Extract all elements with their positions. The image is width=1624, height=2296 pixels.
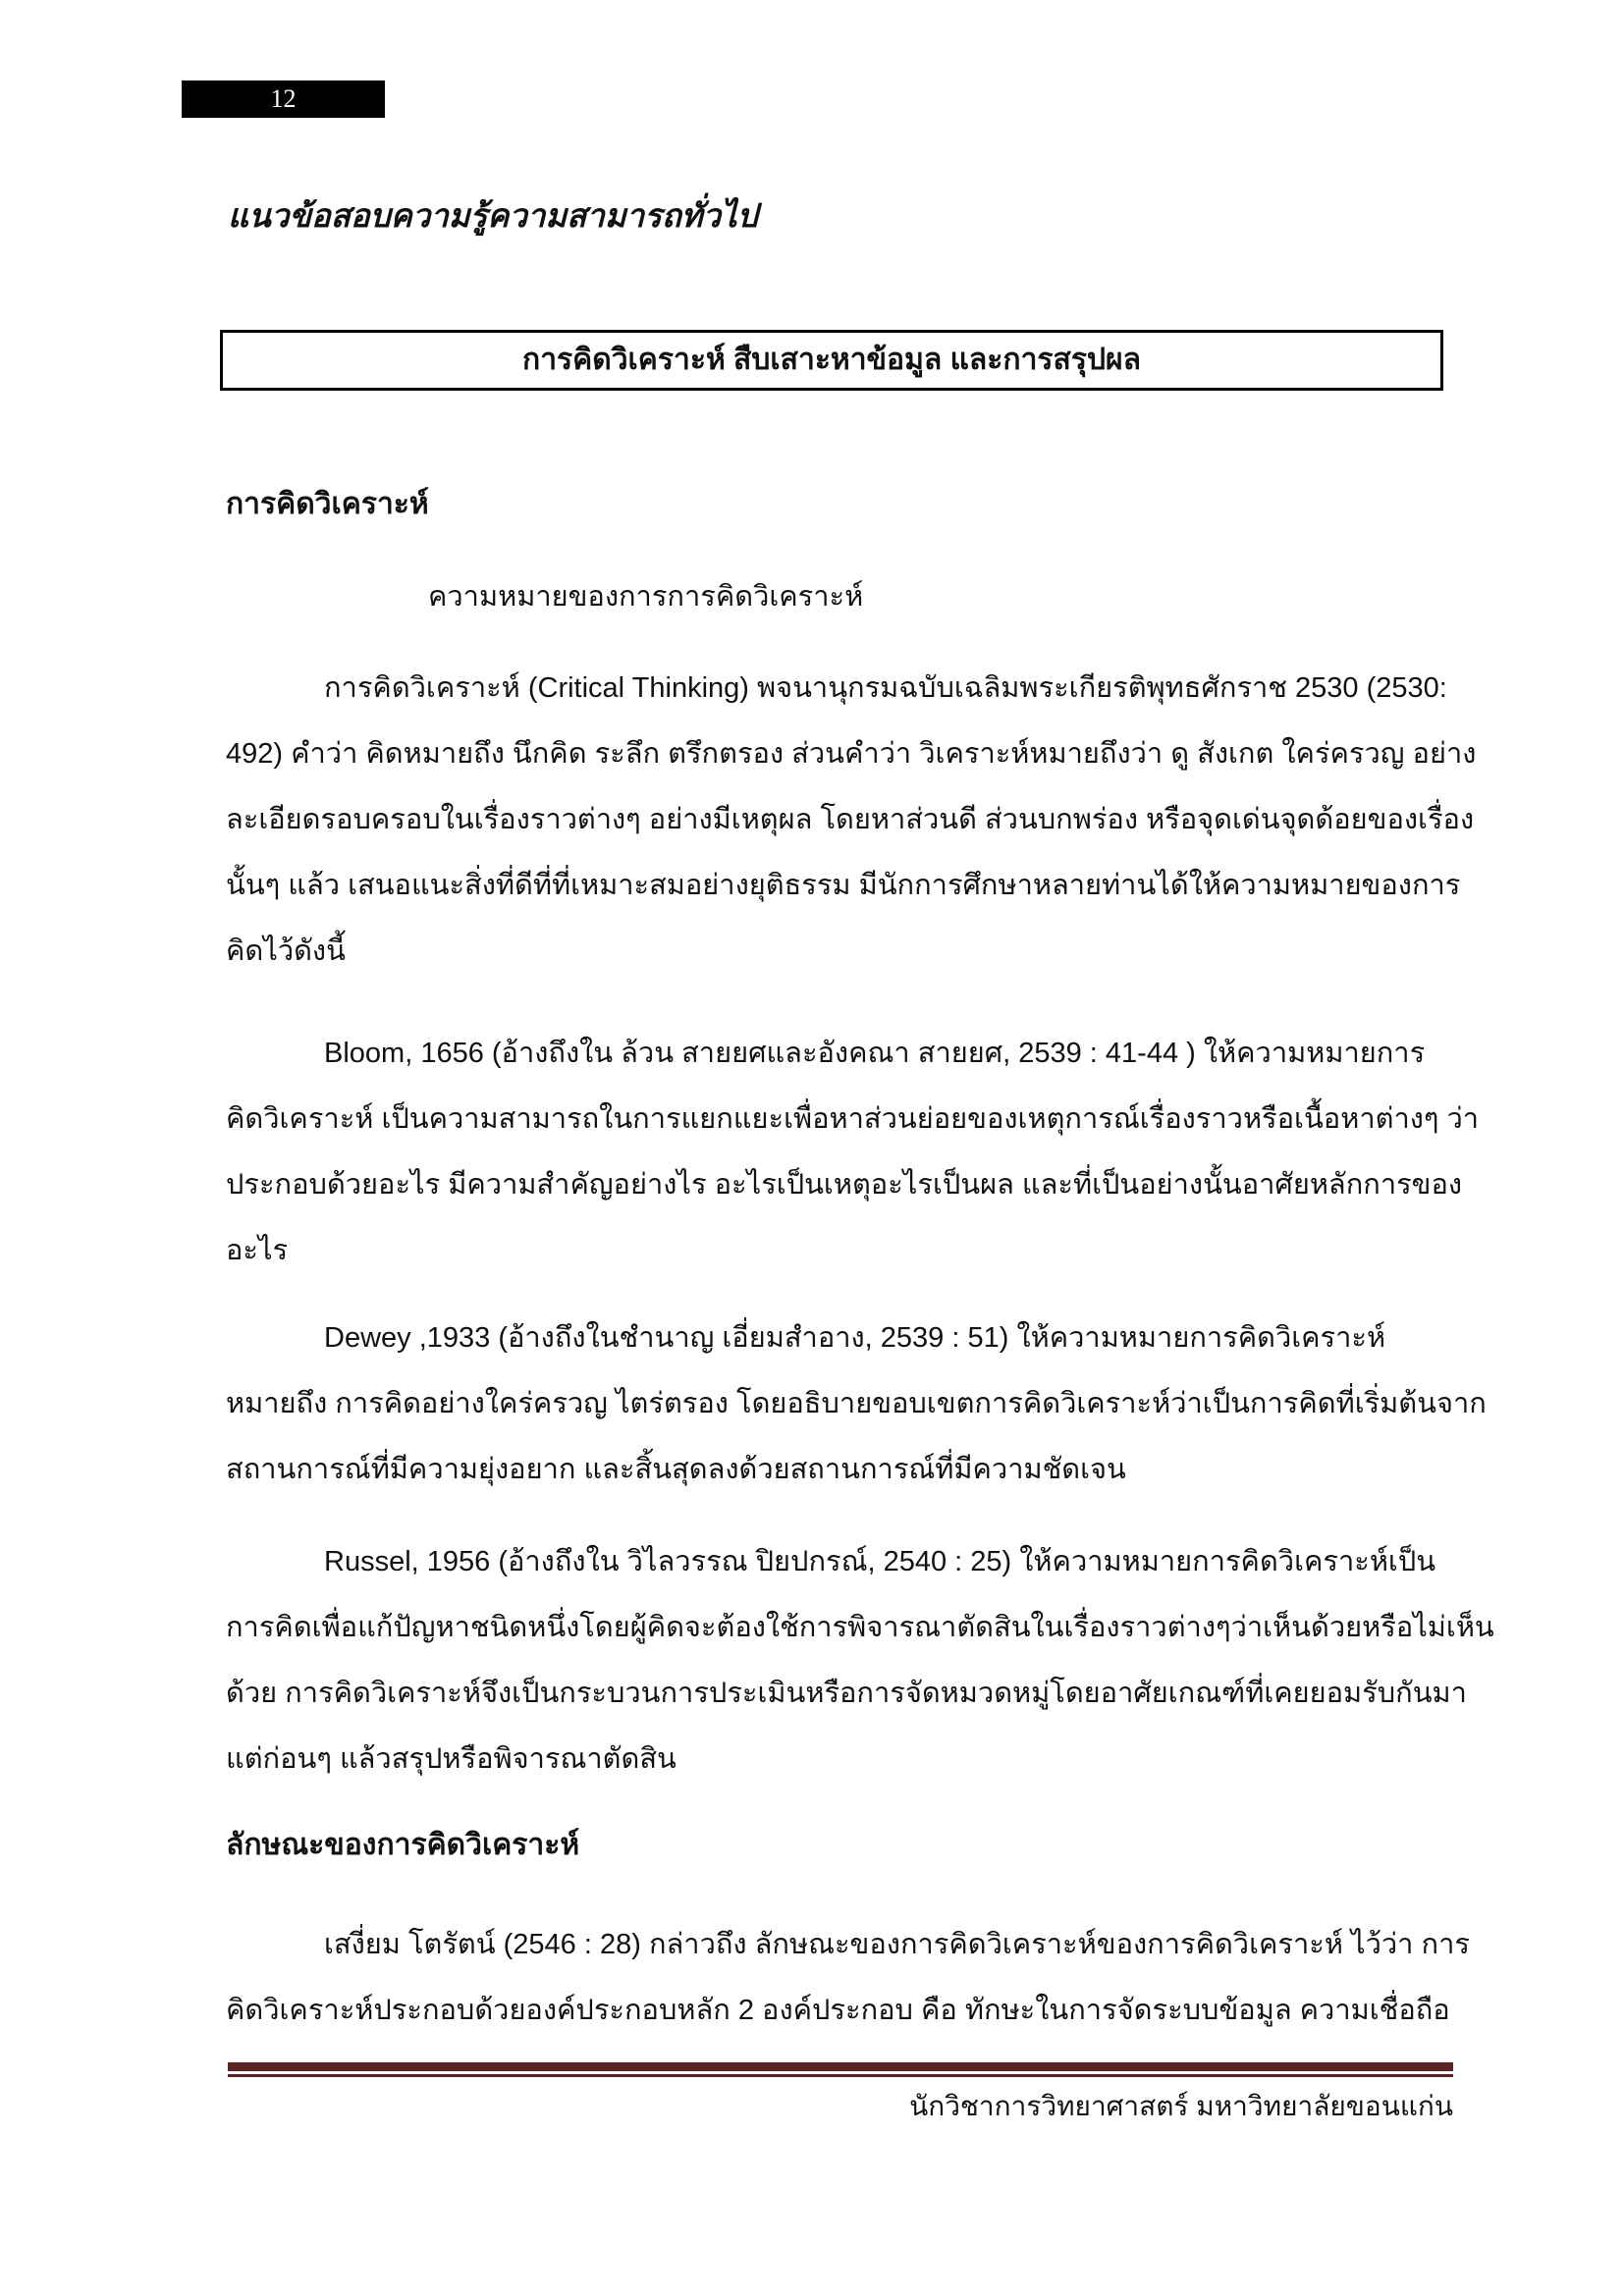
page-number-badge: 12 bbox=[182, 80, 385, 118]
text-line: คิดวิเคราะห์ เป็นความสามารถในการแยกแยะเพื่อหาส่วนย่อยของเหตุการณ์เรื่องราวหรือเนื้อหาต่างๆ ว่า bbox=[226, 1103, 1480, 1135]
paragraph-dewey bbox=[226, 1306, 1487, 1503]
text-line: การคิดเพื่อแก้ปัญหาชนิดหนึ่งโดยผู้คิดจะต้องใช้การพิจารณาตัดสินในเรื่องราวต่างๆว่าเห็นด้วยหรือไม่เห็น bbox=[226, 1612, 1494, 1643]
text-line: สถานการณ์ที่มีความยุ่งอยาก และสิ้นสุดลงด้วยสถานการณ์ที่มีความชัดเจน bbox=[226, 1454, 1126, 1485]
heading-characteristics: ลักษณะของการคิดวิเคราะห์ bbox=[226, 1829, 580, 1861]
text-line: หมายถึง การคิดอย่างใคร่ครวญ ไตร่ตรอง โดยอธิบายขอบเขตการคิดวิเคราะห์ว่าเป็นการคิดที่เริ่มต้นจาก bbox=[226, 1388, 1487, 1419]
paragraph-russel bbox=[226, 1529, 1494, 1792]
text-line: Bloom, 1656 (อ้างถึงใน ล้วน สายยศและอังคณา สายยศ, 2539 : 41-44 ) ให้ความหมายการ bbox=[324, 1038, 1426, 1069]
paragraph-bloom bbox=[226, 1021, 1480, 1284]
text-line: 492) คำว่า คิดหมายถึง นึกคิด ระลึก ตรึกตรอง ส่วนคำว่า วิเคราะห์หมายถึงว่า ดู สังเกต ใคร่ครวญ อย่าง bbox=[226, 738, 1477, 770]
footer-rule-thick bbox=[228, 2062, 1453, 2071]
text-line: การคิดวิเคราะห์ (Critical Thinking) พจนานุกรมฉบับเฉลิมพระเกียรติพุทธศักราช 2530 (2530: bbox=[324, 672, 1447, 704]
text-line: ด้วย การคิดวิเคราะห์จึงเป็นกระบวนการประเมินหรือการจัดหมวดหมู่โดยอาศัยเกณฑ์ที่เคยยอมรับกันมา bbox=[226, 1678, 1467, 1709]
text-line: อะไร bbox=[226, 1235, 289, 1266]
heading-critical-thinking: การคิดวิเคราะห์ bbox=[226, 488, 429, 520]
text-line: แต่ก่อนๆ แล้วสรุปหรือพิจารณาตัดสิน bbox=[226, 1743, 677, 1775]
text-line: นั้นๆ แล้ว เสนอแนะสิ่งที่ดีที่ที่เหมาะสมอย่างยุติธรรม มีนักการศึกษาหลายท่านได้ให้ความหมายของการ bbox=[226, 870, 1461, 901]
paragraph-sangiam bbox=[226, 1912, 1470, 2044]
text-line: Russel, 1956 (อ้างถึงใน วิไลวรรณ ปิยปกรณ์, 2540 : 25) ให้ความหมายการคิดวิเคราะห์เป็น bbox=[324, 1546, 1436, 1577]
text-line: ประกอบด้วยอะไร มีความสำคัญอย่างไร อะไรเป็นเหตุอะไรเป็นผล และที่เป็นอย่างนั้นอาศัยหลักการของ bbox=[226, 1169, 1463, 1201]
footer-rule-thin bbox=[228, 2074, 1453, 2077]
text-line: คิดวิเคราะห์ประกอบด้วยองค์ประกอบหลัก 2 องค์ประกอบ คือ ทักษะในการจัดระบบข้อมูล ความเชื่อถือ bbox=[226, 1995, 1450, 2026]
document-title: แนวข้อสอบความรู้ความสามารถทั่วไป bbox=[228, 197, 758, 234]
text-line: คิดไว้ดังนี้ bbox=[226, 935, 346, 967]
section-box-heading: การคิดวิเคราะห์ สืบเสาะหาข้อมูล และการสรุปผล bbox=[220, 330, 1443, 391]
subheading-meaning: ความหมายของการการคิดวิเคราะห์ bbox=[428, 581, 864, 613]
text-line: ละเอียดรอบครอบในเรื่องราวต่างๆ อย่างมีเหตุผล โดยหาส่วนดี ส่วนบกพร่อง หรือจุดเด่นจุดด้อยของเรื่อง bbox=[226, 804, 1475, 835]
paragraph-definition bbox=[226, 656, 1477, 985]
footer-credit: นักวิชาการวิทยาศาสตร์ มหาวิทยาลัยขอนแก่น bbox=[909, 2091, 1453, 2121]
text-line: เสงี่ยม โตรัตน์ (2546 : 28) กล่าวถึง ลักษณะของการคิดวิเคราะห์ของการคิดวิเคราะห์ ไว้ว่า การ bbox=[324, 1929, 1470, 1960]
text-line: Dewey ,1933 (อ้างถึงในชำนาญ เอี่ยมสำอาง, 2539 : 51) ให้ความหมายการคิดวิเคราะห์ bbox=[324, 1322, 1386, 1354]
